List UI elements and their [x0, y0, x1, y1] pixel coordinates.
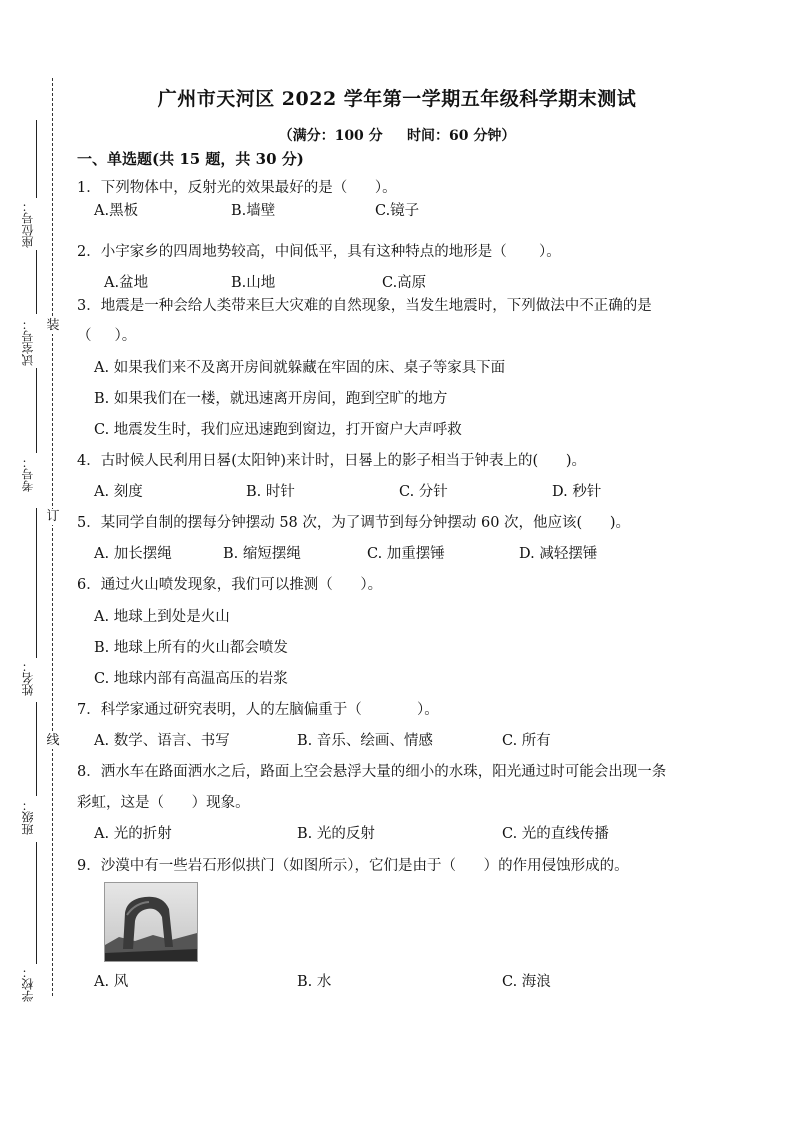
q4-option-b: B. 时针 — [246, 484, 295, 500]
q5-option-c: C. 加重摆锤 — [367, 546, 445, 562]
q2-option-c: C.高原 — [382, 275, 427, 291]
q3-option-a: A. 如果我们来不及离开房间就躲藏在牢固的床、桌子等家具下面 — [94, 360, 506, 376]
q9-option-c: C. 海浪 — [502, 974, 551, 990]
class-rule — [36, 702, 37, 796]
q1-option-a: A.黑板 — [94, 203, 139, 219]
question-3-stem: 3．地震是一种会给人类带来巨大灾难的自然现象，当发生地震时，下列做法中不正确的是 — [77, 298, 652, 314]
q2-option-b: B.山地 — [231, 275, 276, 291]
room-number-label: 试室号： — [21, 318, 35, 366]
rock-arch-photo — [104, 882, 198, 962]
q6-option-c: C. 地球内部有高温高压的岩浆 — [94, 671, 288, 687]
binding-char-xian: 线 — [46, 733, 60, 748]
school-label: 学校： — [21, 966, 35, 1002]
binding-char-zhuang: 装 — [46, 318, 60, 333]
name-rule — [36, 508, 37, 658]
question-4-stem: 4．古时候人民利用日晷(太阳钟)来计时，日晷上的影子相当于钟表上的( )。 — [77, 453, 587, 469]
question-5-stem: 5．某同学自制的摆每分钟摆动 58 次，为了调节到每分钟摆动 60 次，他应该( )。 — [77, 515, 631, 531]
q7-option-c: C. 所有 — [502, 733, 551, 749]
question-7-stem: 7．科学家通过研究表明，人的左脑偏重于（ ）。 — [77, 702, 439, 718]
room-number-rule — [36, 250, 37, 314]
q5-option-a: A. 加长摆绳 — [94, 546, 172, 562]
class-label: 班级： — [21, 799, 35, 835]
q2-option-a: A.盆地 — [104, 275, 149, 291]
name-label: 姓名： — [21, 660, 35, 696]
q7-option-b: B. 音乐、绘画、情感 — [297, 733, 433, 749]
binding-char-ding: 订 — [46, 509, 60, 524]
q7-option-a: A. 数学、语言、书写 — [94, 733, 230, 749]
question-8-stem: 8．洒水车在路面洒水之后，路面上空会悬浮大量的细小的水珠，阳光通过时可能会出现一条 — [77, 764, 667, 780]
seat-number-label: 座位号： — [21, 200, 35, 248]
question-9-stem: 9．沙漠中有一些岩石形似拱门（如图所示），它们是由于（ ）的作用侵蚀形成的。 — [77, 858, 629, 874]
q9-option-a: A. 风 — [94, 974, 129, 990]
q3-option-c: C. 地震发生时，我们应迅速跑到窗边，打开窗户大声呼救 — [94, 422, 462, 438]
question-1-stem: 1．下列物体中，反射光的效果最好的是（ ）。 — [77, 180, 397, 196]
q4-option-d: D. 秒针 — [552, 484, 602, 500]
q8-option-b: B. 光的反射 — [297, 826, 375, 842]
q8-option-a: A. 光的折射 — [94, 826, 172, 842]
question-6-stem: 6．通过火山喷发现象，我们可以推测（ ）。 — [77, 577, 383, 593]
q1-option-c: C.镜子 — [375, 203, 420, 219]
q4-option-c: C. 分针 — [399, 484, 448, 500]
exam-number-label: 考号： — [21, 456, 35, 492]
exam-title: 广州市天河区 2022 学年第一学期五年级科学期末测试 — [157, 88, 637, 110]
q4-option-a: A. 刻度 — [94, 484, 143, 500]
exam-meta: （满分：100 分 时间：60 分钟） — [278, 128, 516, 144]
section-heading: 一、单选题(共 15 题，共 30 分) — [77, 150, 304, 168]
q3-option-b: B. 如果我们在一楼，就迅速离开房间，跑到空旷的地方 — [94, 391, 448, 407]
q5-option-d: D. 减轻摆锤 — [519, 546, 598, 562]
q9-option-b: B. 水 — [297, 974, 332, 990]
question-3-stem-cont: （ ）。 — [77, 328, 137, 344]
q1-option-b: B.墙壁 — [231, 203, 276, 219]
q6-option-b: B. 地球上所有的火山都会喷发 — [94, 640, 288, 656]
q5-option-b: B. 缩短摆绳 — [223, 546, 301, 562]
question-8-stem-cont: 彩虹，这是（ ）现象。 — [77, 795, 250, 811]
q6-option-a: A. 地球上到处是火山 — [94, 609, 230, 625]
rock-arch-image — [105, 883, 197, 961]
question-2-stem: 2．小宇家乡的四周地势较高，中间低平，具有这种特点的地形是（ ）。 — [77, 244, 561, 260]
school-rule — [36, 842, 37, 964]
binding-dashed-line — [52, 78, 53, 996]
exam-number-rule — [36, 368, 37, 453]
q8-option-c: C. 光的直线传播 — [502, 826, 609, 842]
